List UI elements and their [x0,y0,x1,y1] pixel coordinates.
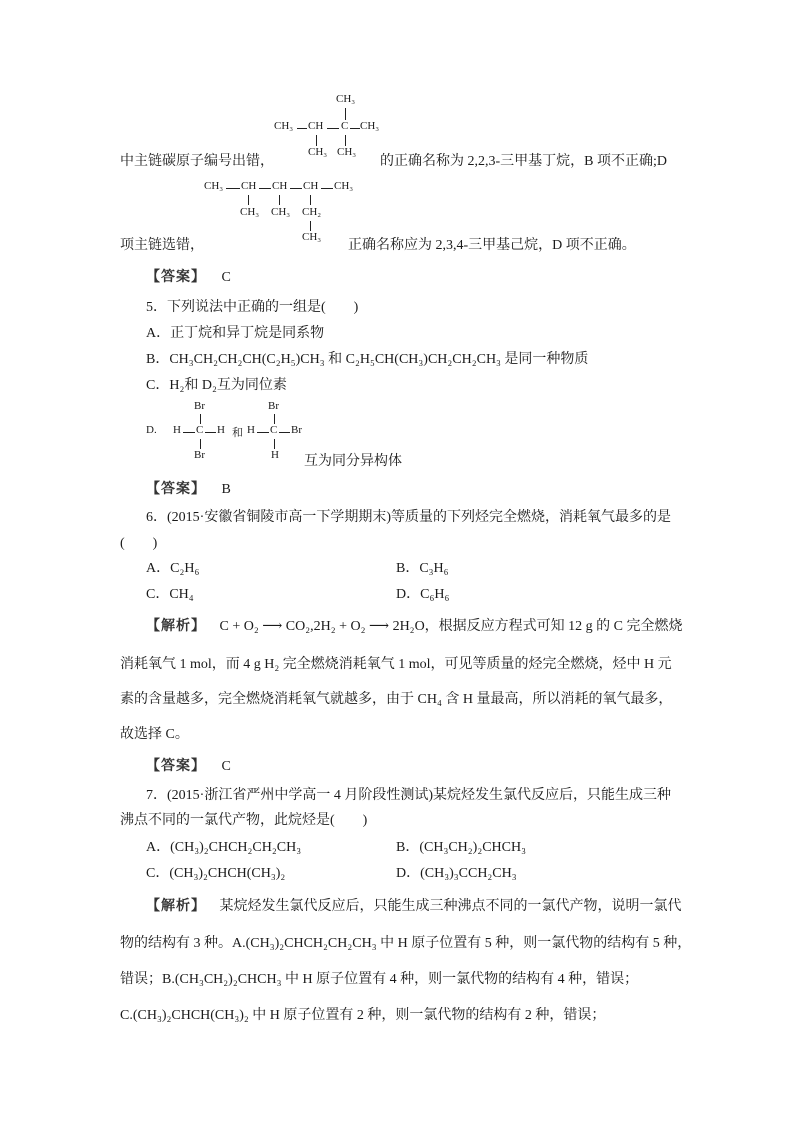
bond [183,432,195,433]
struct1-left-ch3: CH₃ [274,120,294,132]
q6-explain-line1 [146,615,683,635]
q6-stem-line2: ( ) [120,536,158,551]
q5-option-d-suffix: 互为同分异构体 [304,454,402,469]
bond [279,195,280,205]
m1-h-right: H [217,424,225,436]
q7-option-d: D．(CH₃)₃CCH₂CH₃ [396,866,517,881]
struct2-ch-a: CH [241,180,257,192]
bond [310,195,311,205]
m1-c: C [196,424,204,436]
q7-explain-line4: C.(CH₃)₂CHCH(CH₃)₂ 中 H 原子位置有 2 种，则一氯代物的结构有 2 种，错误； [120,1008,606,1023]
q6-explain-line2: 消耗氧气 1 mol，而 4 g H₂ 完全燃烧消耗氧气 1 mol，可见等质量的烃完全燃烧，烃中 H 元 [120,657,672,672]
q6-option-a: A．C₂H₆ [146,561,200,576]
bond [327,128,339,129]
struct1-ch: CH [308,120,324,132]
bond [226,188,240,189]
bond [274,439,275,449]
struct1-bottom-ch3-b: CH₃ [337,146,357,158]
struct2-ch3-left: CH₃ [204,180,224,192]
line2-prefix: 项主链选错， [120,238,204,253]
answer-value: B [221,482,231,497]
m1-h-left: H [173,424,181,436]
q5-option-d-and: 和 [232,427,243,439]
m1-top-br: Br [194,400,205,412]
answer-row-q4 [146,266,231,286]
q5-stem: 5．下列说法中正确的一组是( ) [146,300,359,315]
bond [316,135,317,146]
struct2-sub-d: CH₃ [302,231,322,243]
line1-suffix: 的正确名称为 2,2,3-三甲基丁烷，B 项不正确;D [380,154,667,169]
bond [200,414,201,424]
m2-br-right: Br [291,424,302,436]
bond [274,414,275,424]
struct2-ch-b: CH [272,180,288,192]
q5-option-c: C．H₂和 D₂互为同位素 [146,378,287,393]
bond [345,108,346,120]
structure-2 [204,180,364,250]
answer-row-q6 [146,755,231,775]
q6-option-d: D．C₆H₆ [396,587,450,602]
struct1-bottom-ch3-a: CH₃ [308,146,328,158]
bond [350,128,360,129]
q5-option-b: B．CH₃CH₂CH₂CH(C₂H₅)CH₃ 和 C₂H₅CH(CH₃)CH₂CH₂CH₃ 是同一种物质 [146,352,589,367]
explain-text: C + O₂ ⟶ CO₂,2H₂ + O₂ ⟶ 2H₂O，根据反应方程式可知 12 g 的 C 完全燃烧 [219,619,683,634]
q7-explain-line2: 物的结构有 3 种。A.(CH₃)₂CHCH₂CH₂CH₃ 中 H 原子位置有 5 种，则一氯代物的结构有 5 种， [120,936,692,951]
struct2-sub-b: CH₃ [271,206,291,218]
line2-suffix: 正确名称应为 2,3,4-三甲基己烷，D 项不正确。 [348,238,636,253]
q6-option-b: B．C₃H₆ [396,561,449,576]
bond [290,188,302,189]
q6-option-c: C．CH₄ [146,587,194,602]
answer-row-q5 [146,478,231,498]
answer-value: C [221,759,231,774]
bond [345,135,346,146]
q7-explain-line1 [146,895,682,915]
q6-explain-line4: 故选择 C。 [120,727,189,742]
q7-stem-line2: 沸点不同的一氯代产物，此烷烃是( ) [120,813,368,828]
q5-option-a: A．正丁烷和异丁烷是同系物 [146,326,325,341]
m2-c: C [270,424,278,436]
struct2-ch3-right: CH₃ [334,180,354,192]
bond [279,432,290,433]
q5-option-d-label: D. [146,424,157,436]
struct2-sub-a: CH₃ [240,206,260,218]
struct1-c: C [341,120,349,132]
structure-1 [270,93,390,163]
struct2-ch-c: CH [303,180,319,192]
bond [297,128,307,129]
bond [310,221,311,231]
answer-label: 【答案】 [146,759,206,774]
explain-text: 某烷烃发生氯代反应后，只能生成三种沸点不同的一氯代产物，说明一氯代 [219,899,682,914]
q6-explain-line3: 素的含量越多，完全燃烧消耗氧气就越多，由于 CH₄ 含 H 量最高，所以消耗的氧气最多， [120,692,673,707]
explain-label: 【解析】 [146,899,206,914]
q7-option-a: A．(CH₃)₂CHCH₂CH₂CH₃ [146,840,302,855]
q7-stem-line1: 7．(2015·浙江省严州中学高一 4 月阶段性测试)某烷烃发生氯代反应后，只能生成三种 [146,788,671,803]
m2-h-left: H [247,424,255,436]
struct1-top-ch3: CH₃ [336,93,356,105]
q7-explain-line3: 错误；B.(CH₃CH₂)₂CHCH₃ 中 H 原子位置有 4 种，则一氯代物的结构有 4 种，错误； [120,972,639,987]
bond [259,188,271,189]
q7-option-c: C．(CH₃)₂CHCH(CH₃)₂ [146,866,286,881]
struct2-sub-c: CH₂ [302,206,322,218]
m2-bottom-h: H [271,449,279,461]
answer-label: 【答案】 [146,270,206,285]
bond [257,432,269,433]
bond [248,195,249,205]
bond [205,432,216,433]
m1-bottom-br: Br [194,449,205,461]
line1-prefix: 中主链碳原子编号出错， [120,154,274,169]
bond [200,439,201,449]
answer-value: C [221,270,231,285]
q7-option-b: B．(CH₃CH₂)₂CHCH₃ [396,840,526,855]
q6-stem-line1: 6．(2015·安徽省铜陵市高一下学期期末)等质量的下列烃完全燃烧，消耗氧气最多的是 [146,510,671,525]
answer-label: 【答案】 [146,482,206,497]
m2-top-br: Br [268,400,279,412]
explain-label: 【解析】 [146,619,206,634]
bond [321,188,333,189]
struct1-right-ch3: CH₃ [360,120,380,132]
